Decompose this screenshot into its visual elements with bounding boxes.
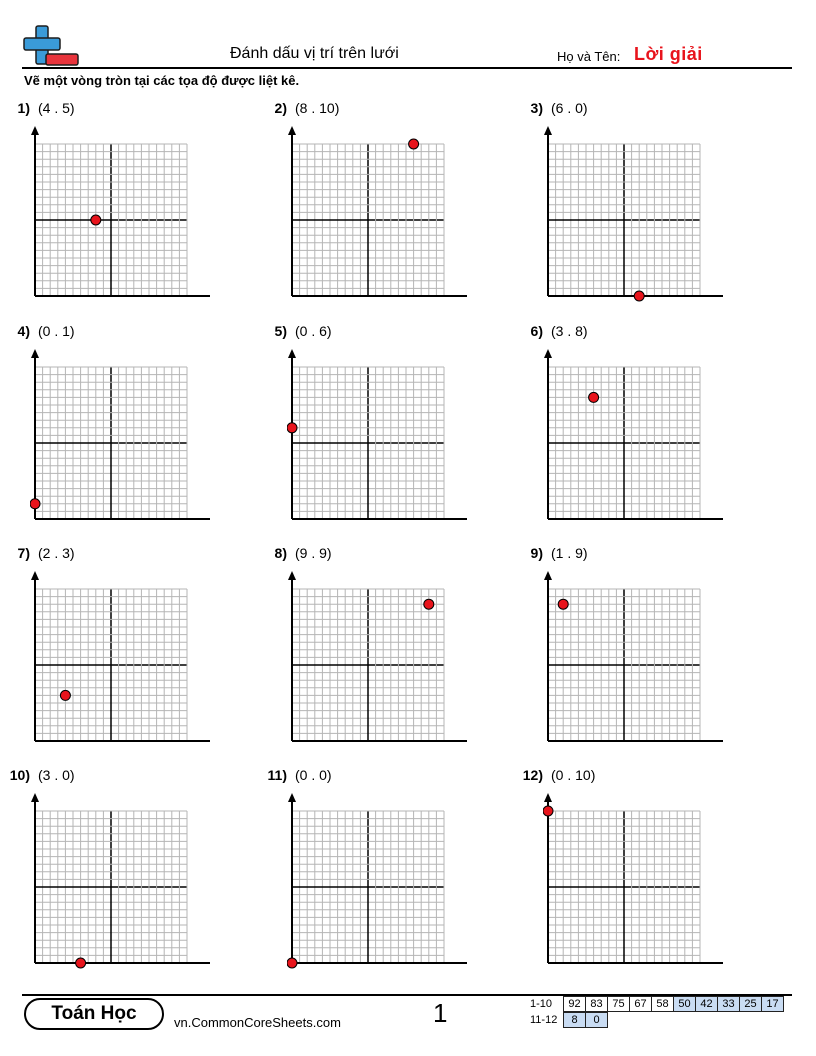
problem-number: 7)	[17, 545, 30, 561]
score-cell: 92	[563, 996, 586, 1012]
problem-number: 5)	[274, 323, 287, 339]
problem-coordinate: (0 . 10)	[551, 767, 596, 783]
coordinate-grid[interactable]	[543, 125, 723, 305]
y-axis-arrow	[31, 126, 39, 135]
problem-1	[0, 100, 240, 310]
problem-2	[257, 100, 497, 310]
instructions: Vẽ một vòng tròn tại các tọa độ được liệt kê.	[24, 73, 300, 88]
problem-number: 9)	[530, 545, 543, 561]
coordinate-grid[interactable]	[287, 570, 467, 750]
problem-coordinate: (0 . 1)	[38, 323, 75, 339]
problem-number: 10)	[9, 767, 30, 783]
score-cell: 75	[607, 996, 630, 1012]
problem-number: 4)	[17, 323, 30, 339]
coordinate-grid[interactable]	[30, 125, 210, 305]
score-cell: 58	[651, 996, 674, 1012]
plotted-point	[30, 499, 40, 509]
problem-12	[513, 767, 753, 977]
plotted-point	[76, 958, 86, 968]
problem-coordinate: (3 . 8)	[551, 323, 588, 339]
problem-number: 8)	[274, 545, 287, 561]
score-row	[530, 996, 784, 1012]
problem-coordinate: (0 . 6)	[295, 323, 332, 339]
site-logo	[22, 24, 80, 68]
problem-6	[513, 323, 753, 533]
problem-number: 2)	[274, 100, 287, 116]
score-row-label: 1-10	[530, 998, 553, 1010]
coordinate-grid[interactable]	[287, 348, 467, 528]
coordinate-grid[interactable]	[30, 792, 210, 972]
problem-coordinate: (2 . 3)	[38, 545, 75, 561]
score-cell: 33	[717, 996, 740, 1012]
y-axis-arrow	[288, 349, 296, 358]
coordinate-grid[interactable]	[287, 792, 467, 972]
coordinate-grid[interactable]	[30, 570, 210, 750]
problem-number: 1)	[17, 100, 30, 116]
plotted-point	[424, 599, 434, 609]
plotted-point	[287, 423, 297, 433]
problem-coordinate: (3 . 0)	[38, 767, 75, 783]
plotted-point	[409, 139, 419, 149]
problem-coordinate: (4 . 5)	[38, 100, 75, 116]
site-url[interactable]: vn.CommonCoreSheets.com	[174, 1015, 341, 1030]
y-axis-arrow	[544, 793, 552, 802]
answer-key-label: Lời giải	[634, 44, 703, 64]
problem-coordinate: (8 . 10)	[295, 100, 340, 116]
y-axis-arrow	[288, 793, 296, 802]
page-number: 1	[433, 998, 448, 1028]
problem-coordinate: (6 . 0)	[551, 100, 588, 116]
y-axis-arrow	[288, 571, 296, 580]
problem-7	[0, 545, 240, 755]
score-cell: 67	[629, 996, 652, 1012]
y-axis-arrow	[31, 349, 39, 358]
problem-9	[513, 545, 753, 755]
coordinate-grid[interactable]	[543, 348, 723, 528]
problem-number: 3)	[530, 100, 543, 116]
y-axis-arrow	[31, 571, 39, 580]
score-cell: 50	[673, 996, 696, 1012]
problem-5	[257, 323, 497, 533]
problem-10	[0, 767, 240, 977]
score-cell: 8	[563, 1012, 586, 1028]
score-cell: 17	[761, 996, 784, 1012]
plotted-point	[589, 392, 599, 402]
score-cell: 0	[585, 1012, 608, 1028]
plotted-point	[60, 690, 70, 700]
problem-11	[257, 767, 497, 977]
problem-number: 6)	[530, 323, 543, 339]
coordinate-grid[interactable]	[287, 125, 467, 305]
plotted-point	[91, 215, 101, 225]
plotted-point	[287, 958, 297, 968]
plotted-point	[558, 599, 568, 609]
problem-number: 11)	[267, 767, 287, 783]
score-table	[530, 996, 784, 1028]
problem-coordinate: (1 . 9)	[551, 545, 588, 561]
brand-badge: Toán Học	[24, 998, 164, 1030]
problem-4	[0, 323, 240, 533]
header-divider	[22, 67, 792, 69]
score-row	[530, 1012, 784, 1028]
worksheet-title: Đánh dấu vị trí trên lưới	[230, 45, 399, 62]
problem-number: 12)	[522, 767, 543, 783]
coordinate-grid[interactable]	[543, 570, 723, 750]
score-cell: 42	[695, 996, 718, 1012]
problem-coordinate: (0 . 0)	[295, 767, 332, 783]
plotted-point	[543, 806, 553, 816]
coordinate-grid[interactable]	[543, 792, 723, 972]
problem-coordinate: (9 . 9)	[295, 545, 332, 561]
y-axis-arrow	[288, 126, 296, 135]
y-axis-arrow	[544, 571, 552, 580]
y-axis-arrow	[544, 126, 552, 135]
y-axis-arrow	[31, 793, 39, 802]
coordinate-grid[interactable]	[30, 348, 210, 528]
y-axis-arrow	[544, 349, 552, 358]
name-label: Họ và Tên:	[557, 49, 621, 64]
score-cell: 25	[739, 996, 762, 1012]
problem-3	[513, 100, 753, 310]
problem-8	[257, 545, 497, 755]
plotted-point	[634, 291, 644, 301]
score-row-label: 11-12	[530, 1014, 558, 1026]
score-cell: 83	[585, 996, 608, 1012]
